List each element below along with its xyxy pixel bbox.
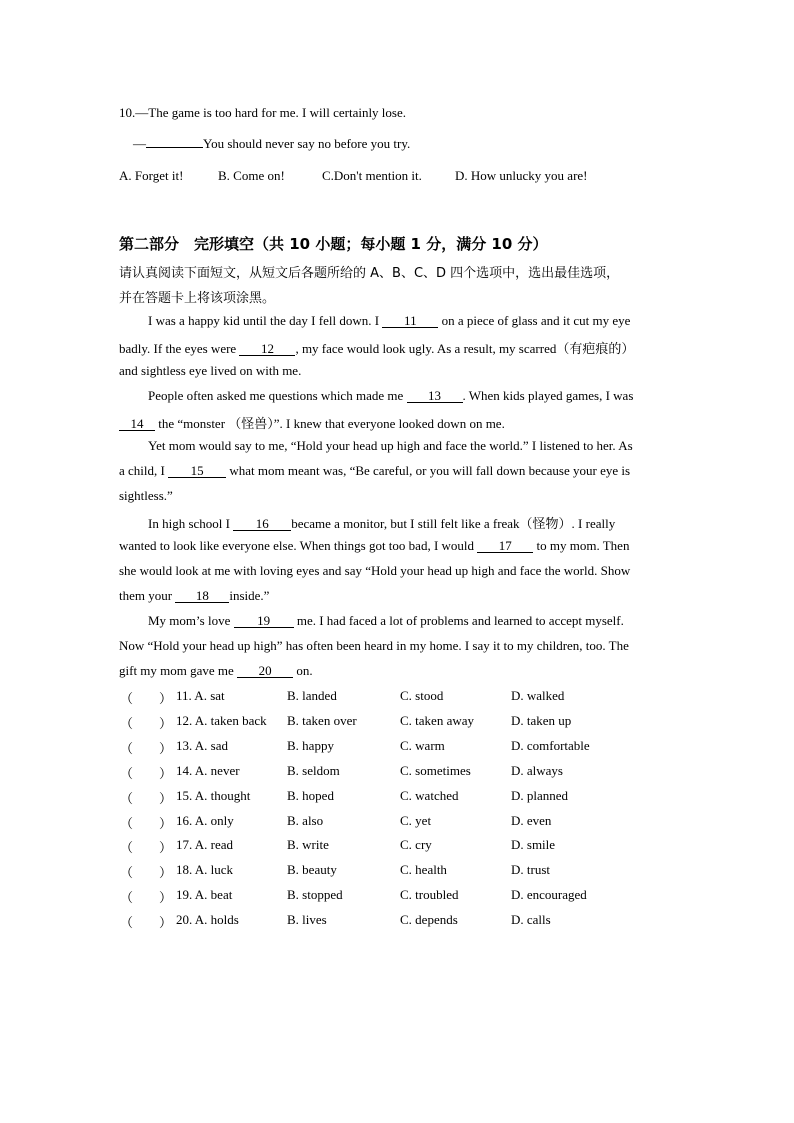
choice-option-c: C. stood xyxy=(400,688,444,703)
choice-row xyxy=(0,837,794,857)
passage-text: a child, I xyxy=(119,463,165,478)
passage-text: became a monitor, but I still felt like a freak（怪物）. I really xyxy=(291,516,616,531)
passage-line xyxy=(119,338,634,357)
passage-text: My mom’s love xyxy=(148,613,231,628)
passage-line xyxy=(148,613,624,629)
choice-option-a: 19. A. beat xyxy=(176,887,233,903)
choice-option-a: 18. A. luck xyxy=(176,862,234,878)
choice-option-d: D. always xyxy=(511,762,563,778)
choice-row xyxy=(0,788,794,808)
choice-option-d: D. even xyxy=(511,812,552,828)
q10-line2-text: You should never say no before you try. xyxy=(203,136,411,151)
q10-dash: — xyxy=(133,136,146,151)
choice-option-d: D. walked xyxy=(511,688,565,703)
section-instructions-2: 并在答题卡上将该项涂黑。 xyxy=(119,291,276,306)
choice-row xyxy=(0,887,794,907)
choice-option-d: D. planned xyxy=(511,787,569,803)
passage-text: on. xyxy=(296,663,313,678)
choice-option-a: 14. A. never xyxy=(176,762,240,778)
passage-text: inside.” xyxy=(229,588,270,603)
choice-option-a: 12. A. taken back xyxy=(176,712,267,728)
q10-line1: 10.—The game is too hard for me. I will certainly lose. xyxy=(119,105,407,120)
choice-option-b: B. taken over xyxy=(287,712,357,728)
blank-11: 11 xyxy=(382,314,438,328)
q10-answer-blank xyxy=(146,147,203,148)
q10-option-b: B. Come on! xyxy=(218,168,285,183)
answer-bracket: （ ） xyxy=(120,791,173,807)
choice-row xyxy=(0,912,794,932)
blank-12: 12 xyxy=(239,342,295,356)
choice-option-b: B. beauty xyxy=(287,862,337,878)
passage-text: People often asked me questions which made me xyxy=(148,388,404,403)
choice-row xyxy=(0,813,794,833)
choice-option-a: 16. A. only xyxy=(176,812,234,828)
choice-row xyxy=(0,763,794,783)
choice-option-c: C. depends xyxy=(400,912,458,928)
passage-text: gift my mom gave me xyxy=(119,663,234,678)
passage-line xyxy=(119,538,629,554)
choice-option-c: C. sometimes xyxy=(400,762,471,778)
blank-14: 14 xyxy=(119,417,155,431)
passage-text: on a piece of glass and it cut my eye xyxy=(441,313,631,328)
choice-option-b: B. lives xyxy=(287,912,327,928)
choice-row xyxy=(0,688,794,708)
choice-option-a: 17. A. read xyxy=(176,837,234,853)
choice-option-b: B. happy xyxy=(287,737,334,753)
choice-row xyxy=(0,713,794,733)
passage-line xyxy=(148,313,630,329)
passage-text: what mom meant was, “Be careful, or you will fall down because your eye is xyxy=(229,463,631,478)
answer-bracket: （ ） xyxy=(120,766,173,782)
choice-option-a: 11. A. sat xyxy=(176,688,225,703)
passage-text: I was a happy kid until the day I fell down. I xyxy=(148,313,380,328)
choice-option-b: B. seldom xyxy=(287,762,340,778)
passage-line xyxy=(119,413,505,432)
passage-line: she would look at me with loving eyes and say “Hold your head up high and face the world. Show xyxy=(119,563,631,578)
choice-option-b: B. landed xyxy=(287,688,337,703)
passage-line: and sightless eye lived on with me. xyxy=(119,363,302,378)
q10-option-a: A. Forget it! xyxy=(119,168,184,183)
choice-option-b: B. write xyxy=(287,837,329,853)
answer-bracket: （ ） xyxy=(120,741,173,757)
blank-16: 16 xyxy=(233,517,291,531)
blank-13: 13 xyxy=(407,389,463,403)
choice-option-c: C. taken away xyxy=(400,712,475,728)
answer-bracket: （ ） xyxy=(120,916,173,932)
choice-option-d: D. calls xyxy=(511,912,551,928)
choice-option-a: 15. A. thought xyxy=(176,787,251,803)
section-instructions-1: 请认真阅读下面短文，从短文后各题所给的 A、B、C、D 四个选项中，选出最佳选项， xyxy=(119,266,620,281)
answer-bracket: （ ） xyxy=(120,866,173,882)
choice-option-b: B. hoped xyxy=(287,787,334,803)
choice-option-c: C. warm xyxy=(400,737,445,753)
blank-20: 20 xyxy=(237,664,293,678)
choice-option-c: C. troubled xyxy=(400,887,459,903)
answer-bracket: （ ） xyxy=(120,716,173,732)
section-title: 第二部分 完形填空（共 10 小题；每小题 1 分，满分 10 分） xyxy=(119,235,548,253)
passage-line: Now “Hold your head up high” has often been heard in my home. I say it to my children, too. The xyxy=(119,638,629,653)
q10-line2 xyxy=(133,136,410,152)
passage-text: to my mom. Then xyxy=(536,538,630,553)
q10-option-d: D. How unlucky you are! xyxy=(455,168,588,183)
passage-text: , my face would look ugly. As a result, my scarred（有疤痕的） xyxy=(295,341,635,356)
answer-bracket: （ ） xyxy=(120,816,173,832)
passage-line xyxy=(119,463,630,479)
answer-bracket: （ ） xyxy=(120,841,173,857)
choice-option-c: C. health xyxy=(400,862,447,878)
choice-option-b: B. stopped xyxy=(287,887,343,903)
passage-text: them your xyxy=(119,588,173,603)
blank-17: 17 xyxy=(477,539,533,553)
choice-option-c: C. watched xyxy=(400,787,459,803)
answer-bracket: （ ） xyxy=(120,692,173,707)
choice-option-c: C. cry xyxy=(400,837,432,853)
passage-text: me. I had faced a lot of problems and learned to accept myself. xyxy=(296,613,624,628)
passage-line: Yet mom would say to me, “Hold your head up high and face the world.” I listened to her. As xyxy=(148,438,633,453)
answer-bracket: （ ） xyxy=(120,891,173,907)
passage-line: sightless.” xyxy=(119,488,173,503)
choice-row xyxy=(0,738,794,758)
passage-line xyxy=(119,588,269,604)
choice-option-d: D. smile xyxy=(511,837,556,853)
passage-text: badly. If the eyes were xyxy=(119,341,237,356)
choice-option-a: 13. A. sad xyxy=(176,737,228,753)
choice-option-b: B. also xyxy=(287,812,324,828)
choice-option-d: D. comfortable xyxy=(511,737,590,753)
choice-option-d: D. encouraged xyxy=(511,887,587,903)
q10-option-c: C.Don't mention it. xyxy=(322,168,422,183)
choice-option-d: D. taken up xyxy=(511,712,572,728)
blank-18: 18 xyxy=(175,589,229,603)
blank-15: 15 xyxy=(168,464,226,478)
choice-row xyxy=(0,862,794,882)
passage-text: wanted to look like everyone else. When things got too bad, I would xyxy=(119,538,475,553)
choice-option-d: D. trust xyxy=(511,862,550,878)
passage-text: . When kids played games, I was xyxy=(462,388,634,403)
passage-line xyxy=(148,513,615,532)
passage-line xyxy=(148,388,633,404)
passage-text: In high school I xyxy=(148,516,230,531)
choice-option-a: 20. A. holds xyxy=(176,912,239,928)
passage-line xyxy=(119,663,313,679)
passage-text: the “monster （怪兽）”. I knew that everyone looked down on me. xyxy=(158,416,505,431)
blank-19: 19 xyxy=(234,614,294,628)
choice-option-c: C. yet xyxy=(400,812,432,828)
